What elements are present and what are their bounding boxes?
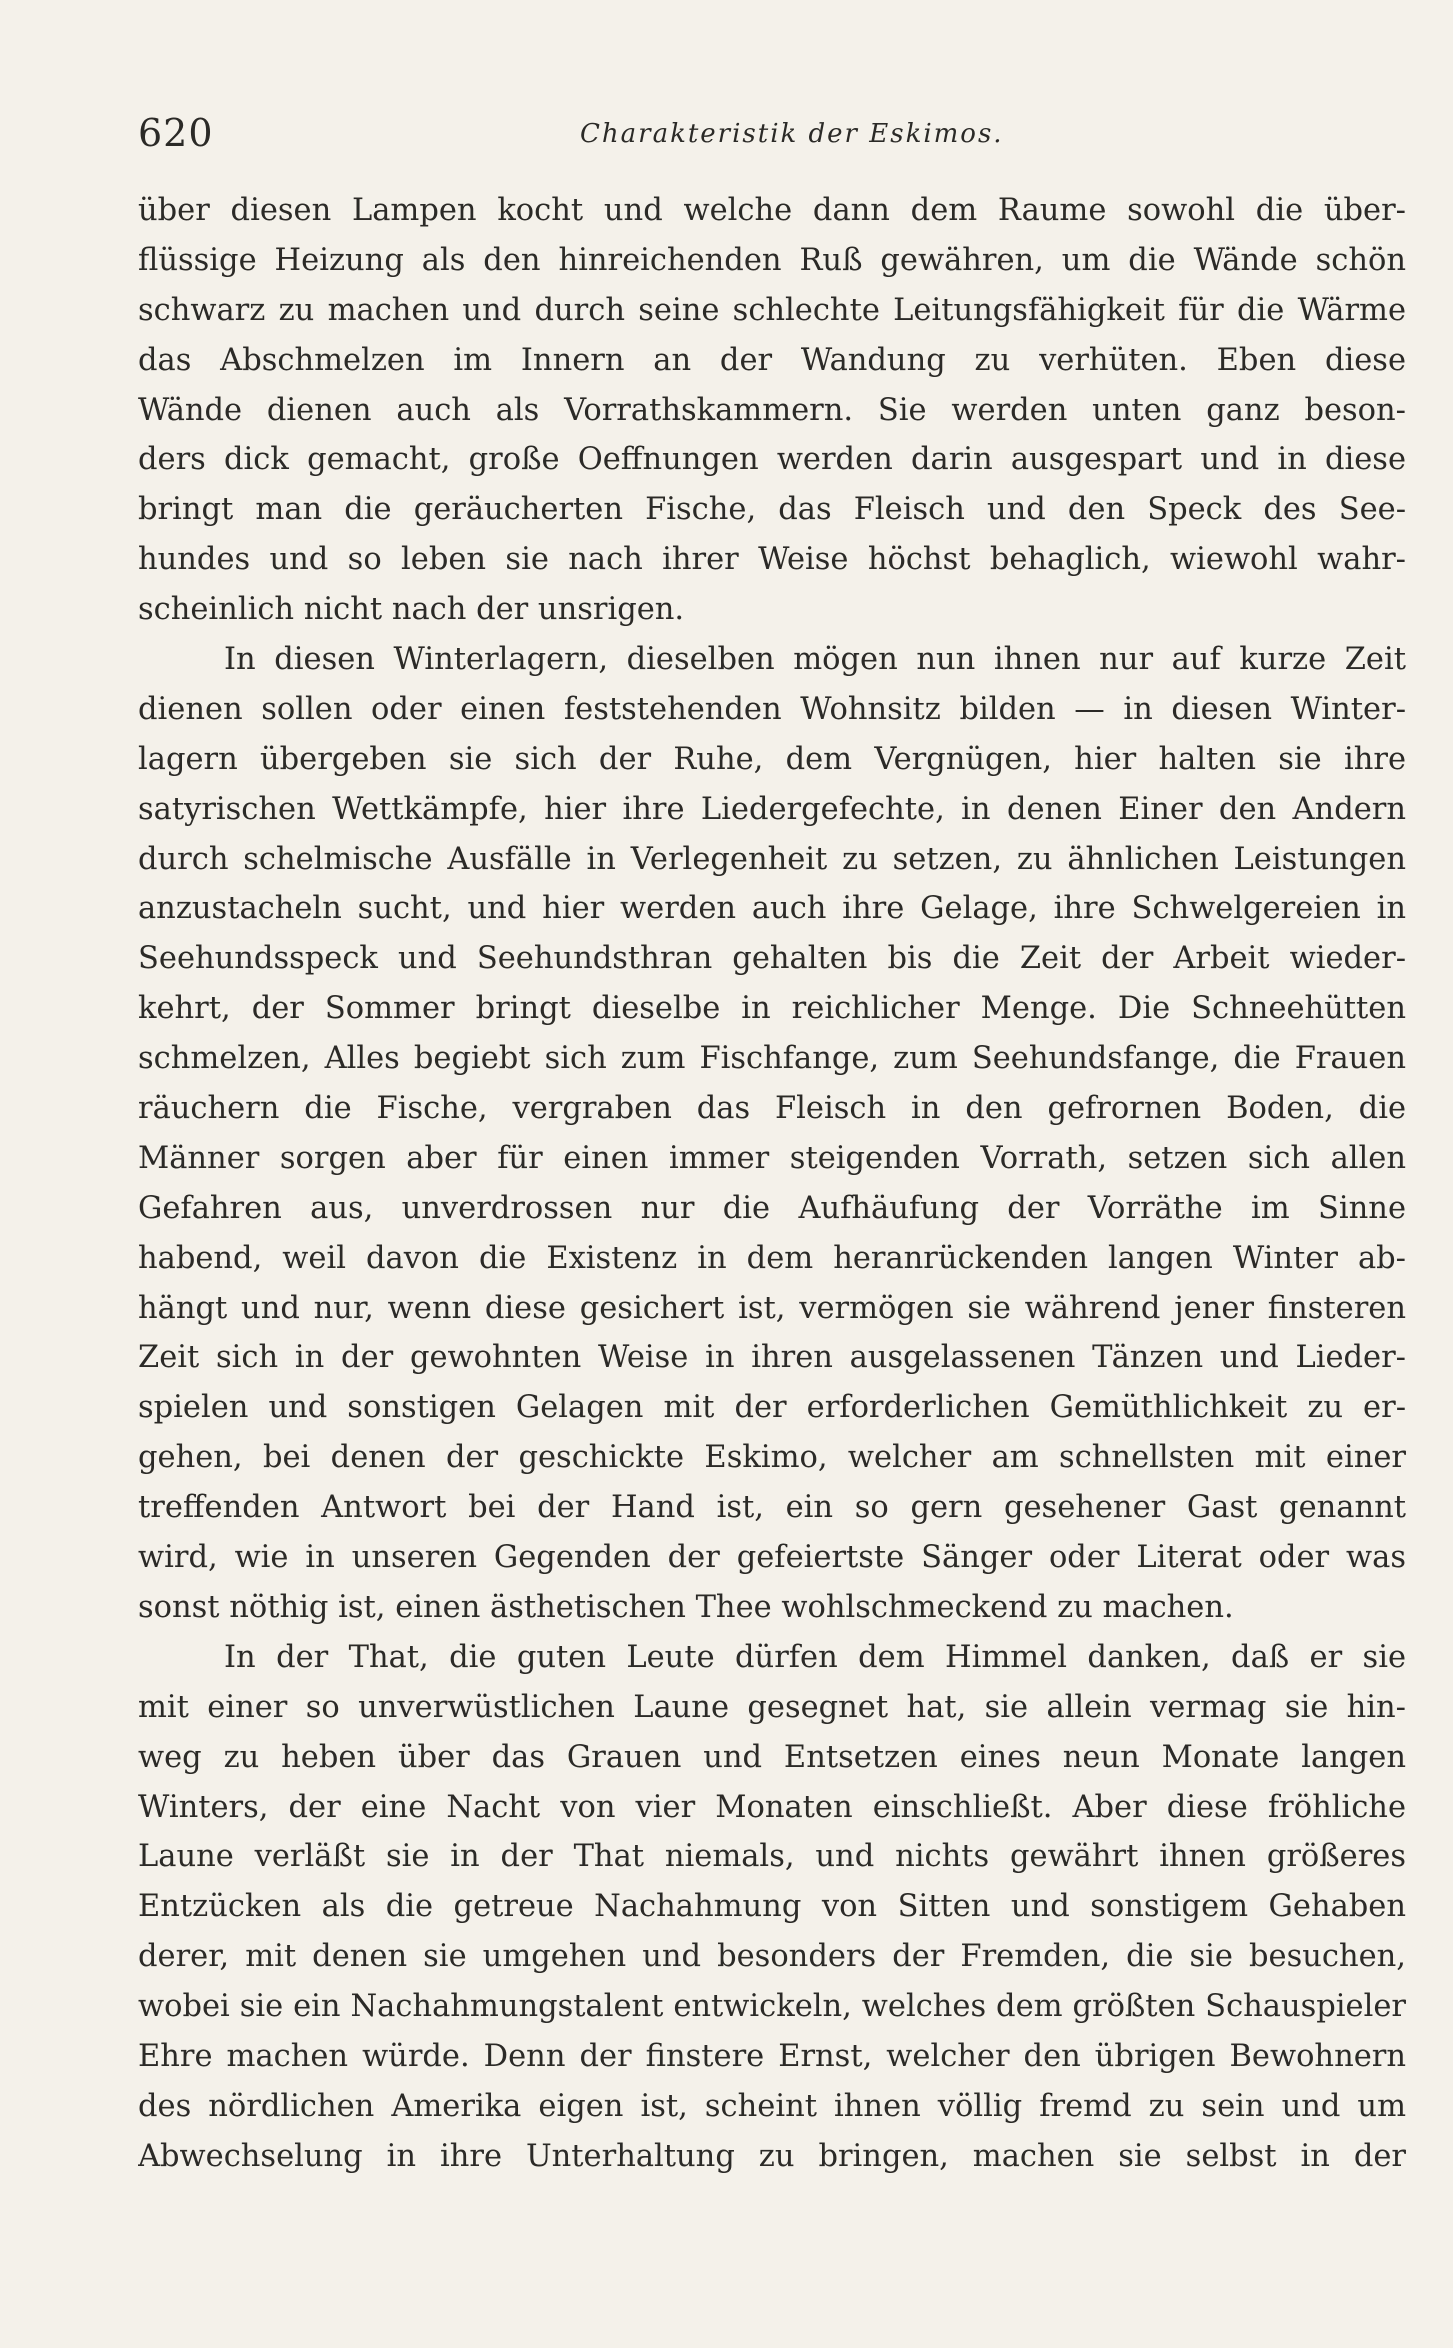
text-line: wobei sie ein Nachahmungstalent entwickeln, welches dem größten Schauspieler — [138, 1989, 1406, 2025]
text-line: über diesen Lampen kocht und welche dann dem Raume sowohl die über- — [138, 193, 1406, 228]
text-line: mit einer so unverwüstlichen Laune gesegnet hat, sie allein vermag sie hin- — [138, 1689, 1406, 1725]
text-line: scheinlich nicht nach der unsrigen. — [138, 592, 685, 628]
page-header — [138, 108, 1408, 158]
text-line: Ehre machen würde. Denn der finstere Ernst, welcher den übrigen Bewohnern — [138, 2038, 1406, 2074]
text-line: Laune verläßt sie in der That niemals, und nichts gewährt ihnen größeres — [138, 1839, 1406, 1875]
text-line: Entzücken als die getreue Nachahmung von Sitten und sonstigem Gehaben — [138, 1889, 1406, 1925]
text-line: schwarz zu machen und durch seine schlechte Leitungsfähigkeit für die Wärme — [138, 292, 1406, 328]
text-line: schmelzen, Alles begiebt sich zum Fischfange, zum Seehundsfange, die Frauen — [138, 1041, 1406, 1077]
text-line: Zeit sich in der gewohnten Weise in ihren ausgelassenen Tänzen und Lieder- — [138, 1340, 1406, 1376]
text-line: gehen, bei denen der geschickte Eskimo, welcher am schnellsten mit einer — [138, 1440, 1406, 1476]
text-line: anzustacheln sucht, und hier werden auch ihre Gelage, ihre Schwelgereien in — [138, 891, 1406, 927]
text-line: das Abschmelzen im Innern an der Wandung zu verhüten. Eben diese — [138, 342, 1406, 378]
text-line: kehrt, der Sommer bringt dieselbe in reichlicher Menge. Die Schneehütten — [138, 991, 1406, 1027]
text-line: durch schelmische Ausfälle in Verlegenheit zu setzen, zu ähnlichen Leistungen — [138, 841, 1406, 877]
text-line: spielen und sonstigen Gelagen mit der erforderlichen Gemüthlichkeit zu er- — [138, 1390, 1406, 1426]
text-line: sonst nöthig ist, einen ästhetischen Thee wohlschmeckend zu machen. — [138, 1589, 1234, 1625]
text-line: lagern übergeben sie sich der Ruhe, dem Vergnügen, hier halten sie ihre — [138, 741, 1406, 777]
text-line: Wände dienen auch als Vorrathskammern. Sie werden unten ganz beson- — [138, 392, 1406, 428]
text-line: Gefahren aus, unverdrossen nur die Aufhäufung der Vorräthe im Sinne — [138, 1190, 1406, 1226]
text-line: hundes und so leben sie nach ihrer Weise höchst behaglich, wiewohl wahr- — [138, 542, 1406, 578]
text-line: wird, wie in unseren Gegenden der gefeiertste Sänger oder Literat oder was — [138, 1540, 1406, 1576]
text-line: räuchern die Fische, vergraben das Fleisch in den gefrornen Boden, die — [138, 1091, 1406, 1127]
text-line: hängt und nur, wenn diese gesichert ist, vermögen sie während jener finsteren — [138, 1290, 1406, 1326]
text-line: ders dick gemacht, große Oeffnungen werden darin ausgespart und in diese — [138, 442, 1406, 478]
text-line: flüssige Heizung als den hinreichenden Ruß gewähren, um die Wände schön — [138, 242, 1406, 278]
text-line: Männer sorgen aber für einen immer steigenden Vorrath, setzen sich allen — [138, 1140, 1406, 1176]
text-line: Abwechselung in ihre Unterhaltung zu bringen, machen sie selbst in der — [138, 2138, 1406, 2174]
page-number: 620 — [138, 111, 214, 155]
text-line: derer, mit denen sie umgehen und besonders der Fremden, die sie besuchen, — [138, 1939, 1406, 1975]
text-line: In diesen Winterlagern, dieselben mögen nun ihnen nur auf kurze Zeit — [224, 642, 1406, 678]
text-line: Seehundsspeck und Seehundsthran gehalten bis die Zeit der Arbeit wieder- — [138, 941, 1406, 977]
text-line: treffenden Antwort bei der Hand ist, ein so gern gesehener Gast genannt — [138, 1490, 1406, 1526]
text-line: habend, weil davon die Existenz in dem heranrückenden langen Winter ab- — [138, 1240, 1406, 1276]
text-line: bringt man die geräucherten Fische, das Fleisch und den Speck des See- — [138, 492, 1406, 528]
text-line: satyrischen Wettkämpfe, hier ihre Liedergefechte, in denen Einer den Andern — [138, 791, 1406, 827]
text-line: weg zu heben über das Grauen und Entsetzen eines neun Monate langen — [138, 1739, 1406, 1775]
text-line: dienen sollen oder einen feststehenden Wohnsitz bilden — in diesen Winter- — [138, 691, 1406, 727]
text-line: In der That, die guten Leute dürfen dem Himmel danken, daß er sie — [224, 1639, 1406, 1675]
text-line: Winters, der eine Nacht von vier Monaten einschließt. Aber diese fröhliche — [138, 1789, 1406, 1825]
text-line: des nördlichen Amerika eigen ist, scheint ihnen völlig fremd zu sein und um — [138, 2088, 1406, 2124]
body-text — [138, 186, 1406, 2182]
running-title: Charakteristik der Eskimos. — [580, 119, 1004, 149]
